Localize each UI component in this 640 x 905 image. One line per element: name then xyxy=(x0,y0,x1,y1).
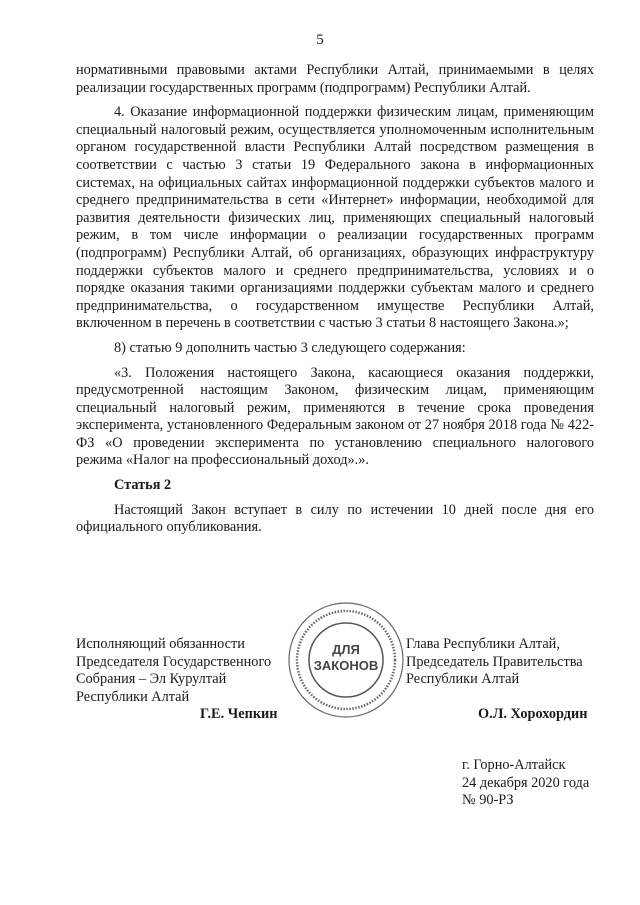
signature-left-line: Председателя Государственного xyxy=(76,653,272,670)
paragraph-amendment-8: 8) статью 9 дополнить частью 3 следующего содержания: xyxy=(114,339,466,356)
stamp-text-line1: ДЛЯ xyxy=(332,642,360,657)
article-2-heading: Статья 2 xyxy=(114,477,172,494)
signature-block-right xyxy=(406,636,606,689)
stamp-text-line2: ЗАКОНОВ xyxy=(313,658,379,673)
page-number: 5 xyxy=(316,32,324,48)
signature-right-line: Республики Алтай xyxy=(406,671,520,688)
signature-right-line: Глава Республики Алтай, xyxy=(406,636,560,652)
paragraph-part-3: «3. Положения настоящего Закона, касающиеся оказания поддержки, предусмотренной настоящим Законом, физическим лицам, применяющим специальный налоговый режим, применяются в течение срока проведения эксперимента, установленного Федеральным законом от 27 ноября 2018 года № 422-ФЗ «О проведении эксперимента по установлению специального налогового режима «Налог на профессиональный доход».». xyxy=(76,364,594,469)
paragraph-item-4: 4. Оказание информационной поддержки физическим лицам, применяющим специальный налоговый режим, осуществляется уполномоченным исполнительным органом государственной власти Республики Алтай посредством размещения в соответствии с частью 3 статьи 19 Федерального закона в информационных системах, на официальных сайтах информационной поддержки субъектов малого и среднего предпринимательства в сети «Интернет» информации, необходимой для развития деятельности физических лиц, применяющих специальный налоговый режим, в том числе информации о реализации государственных программ (подпрограмм) Республики Алтай, об организациях, образующих инфраструктуру поддержки субъектов малого и среднего предпринимательства, условиях и о порядке оказания такими организациями поддержки субъектам малого и среднего предпринимательства, о государственном имуществе Республики Алтай, включенном в перечень в соответствии с частью 3 статьи 8 настоящего Закона.»; xyxy=(76,104,594,332)
paragraph-continuation: нормативными правовыми актами Республики Алтай, принимаемыми в целях реализации государственных программ (подпрограмм) Республики Алтай. xyxy=(76,62,594,96)
document-body xyxy=(76,62,594,537)
signature-block-left xyxy=(76,636,276,706)
signature-right-line: Председатель Правительства xyxy=(406,653,583,670)
stamp-seal xyxy=(286,600,406,720)
document-footer xyxy=(462,757,589,810)
footer-date: 24 декабря 2020 года xyxy=(462,774,590,791)
footer-number: № 90-РЗ xyxy=(462,792,514,809)
article-2-text: Настоящий Закон вступает в силу по истечении 10 дней после дня его официального опубликования. xyxy=(76,501,594,536)
footer-place: г. Горно-Алтайск xyxy=(462,757,566,773)
signatory-name-right: О.Л. Хорохордин xyxy=(478,706,588,722)
signatory-name-left: Г.Е. Чепкин xyxy=(200,706,278,722)
signature-left-line: Республики Алтай xyxy=(76,688,190,705)
signature-left-line: Собрания – Эл Курултай xyxy=(76,671,227,688)
signature-left-line: Исполняющий обязанности xyxy=(76,636,245,652)
